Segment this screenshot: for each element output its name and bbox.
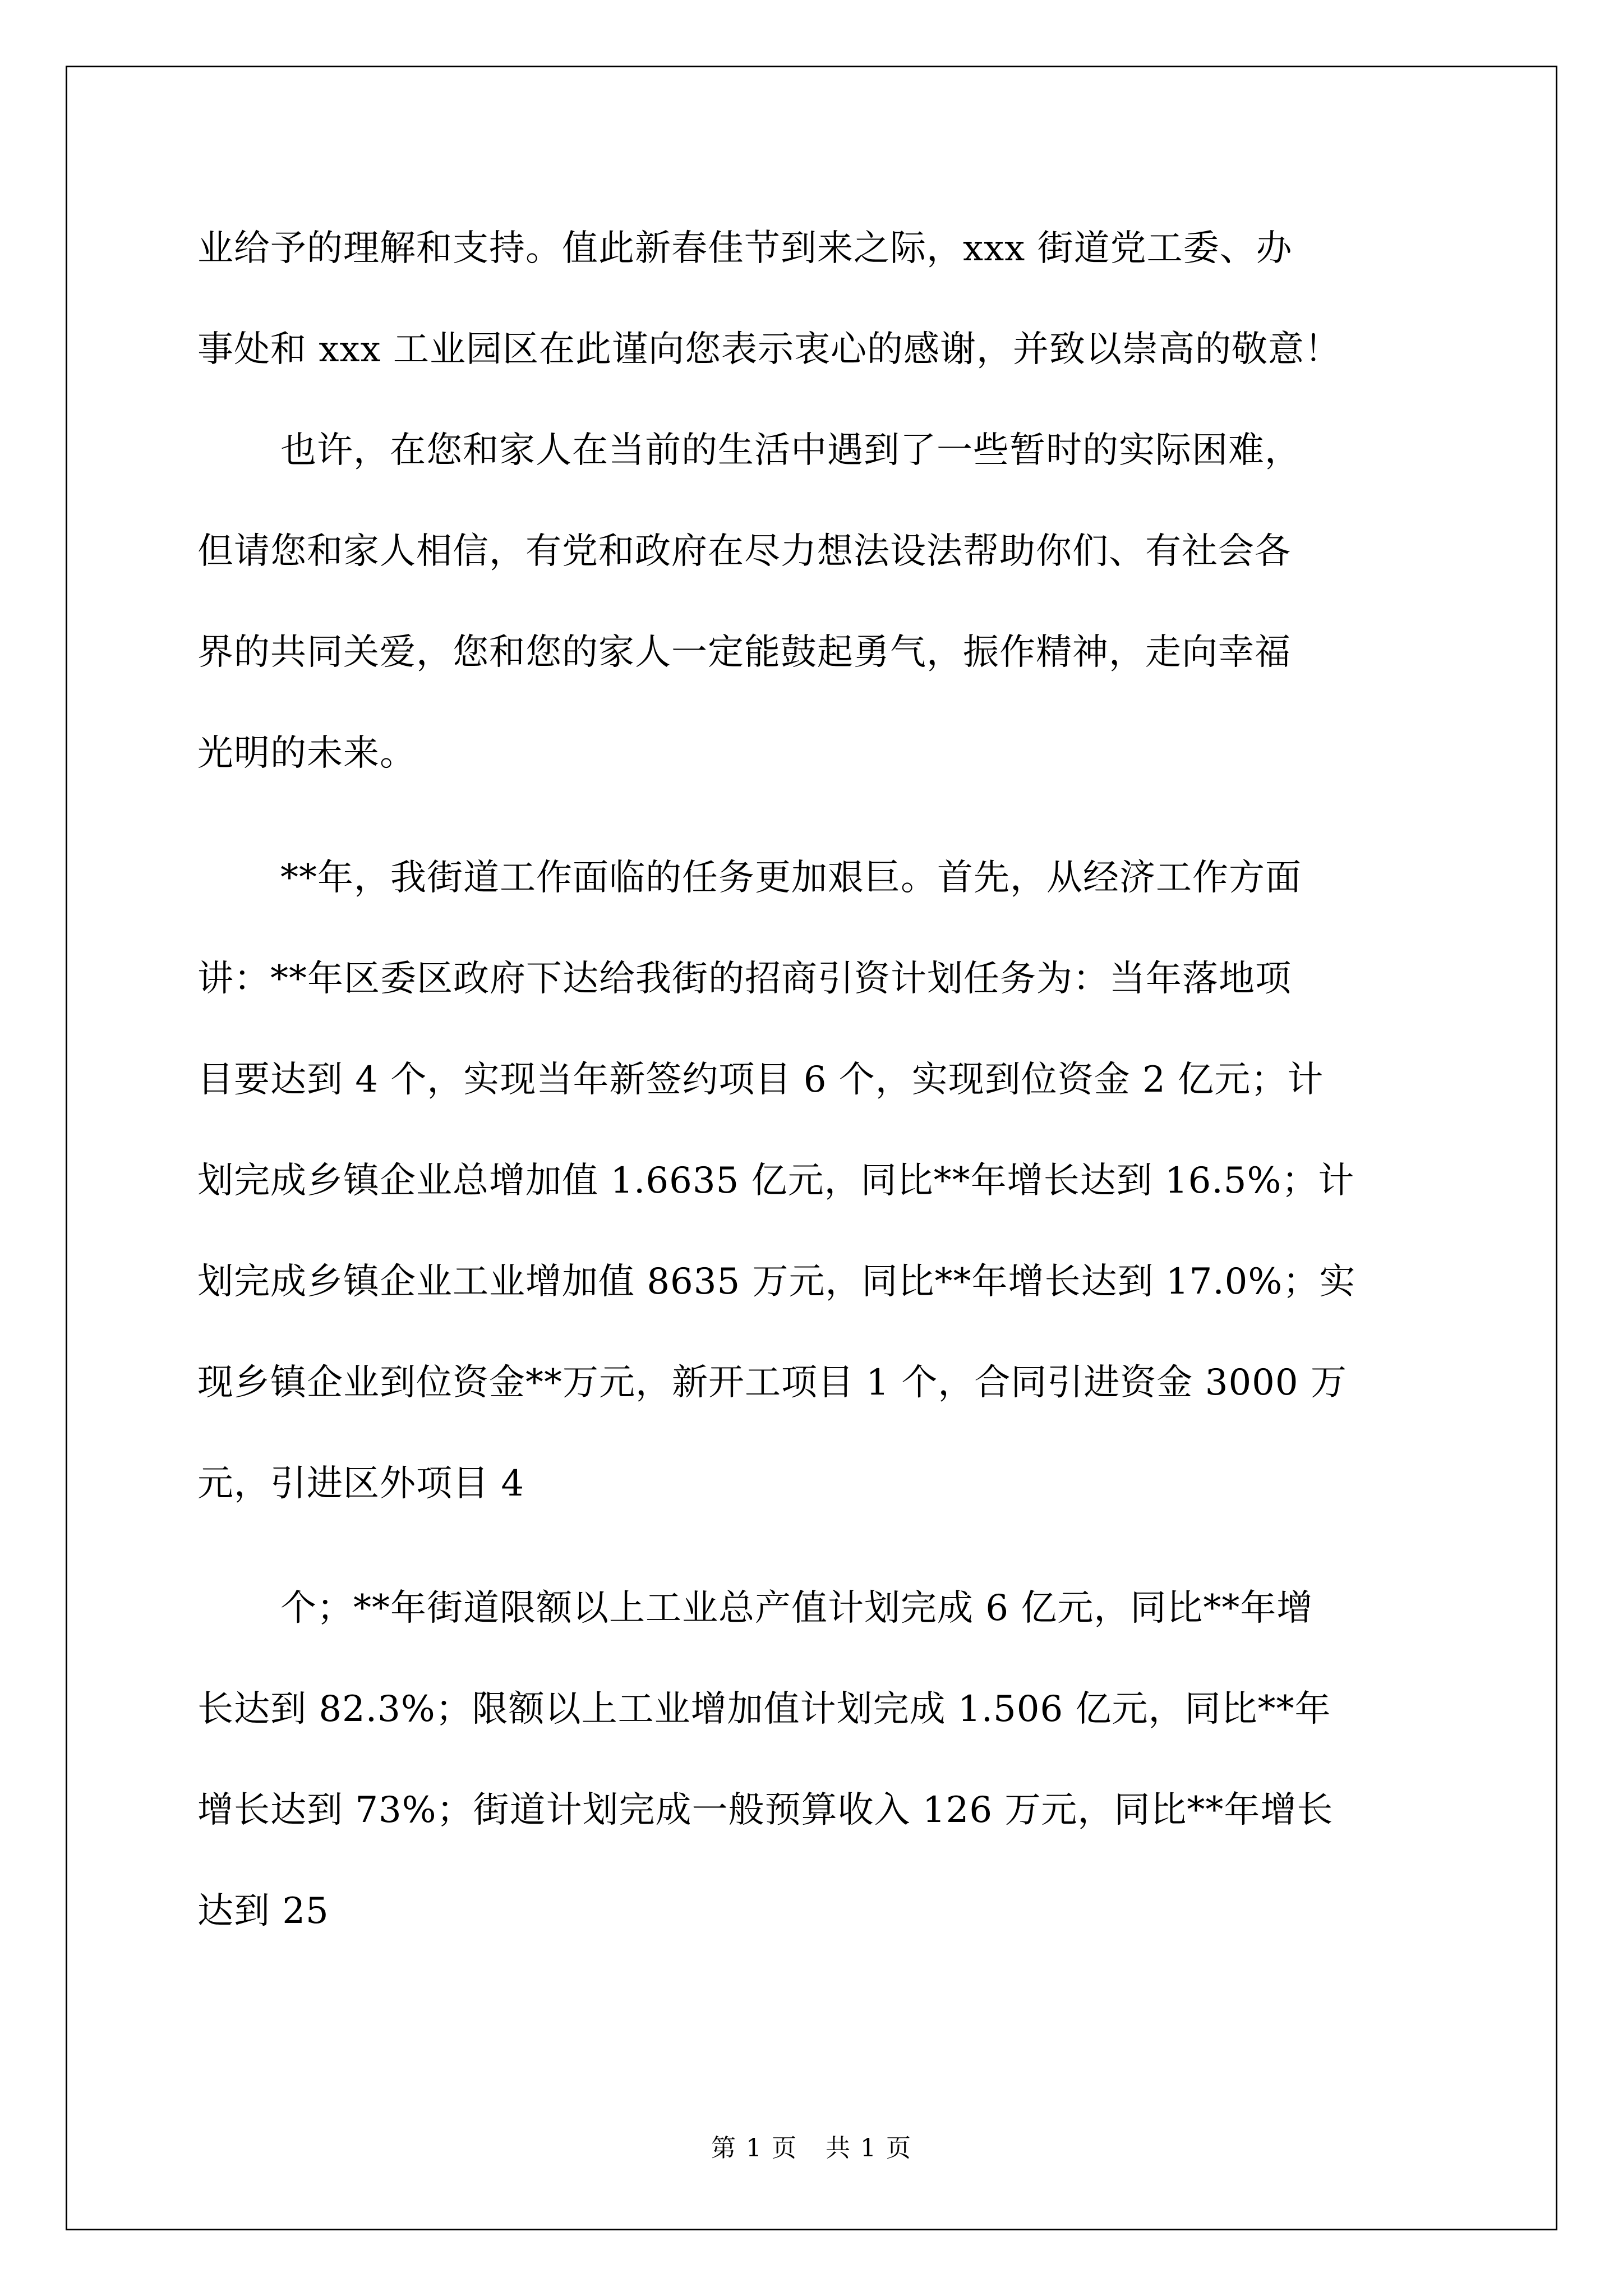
paragraph-line: 长达到 82.3%；限额以上工业增加值计划完成 1.506 亿元，同比**年 [197,1688,1331,1730]
paragraph-line: 现乡镇企业到位资金**万元，新开工项目 1 个，合同引进资金 3000 万 [197,1362,1347,1404]
paragraph-line: 目要达到 4 个，实现当年新签约项目 6 个，实现到位资金 2 亿元；计 [197,1059,1324,1101]
page-footer [0,2132,1623,2165]
paragraph-line: 光明的未来。 [197,733,416,774]
paragraph-line: 讲：**年区委区政府下达给我街的招商引资计划任务为：当年落地项 [197,958,1292,1000]
paragraph-line: **年，我街道工作面临的任务更加艰巨。首先，从经济工作方面 [280,857,1302,899]
paragraph-line: 业给予的理解和支持。值此新春佳节到来之际，xxx 街道党工委、办 [197,228,1293,269]
paragraph-line: 界的共同关爱，您和您的家人一定能鼓起勇气，振作精神，走向幸福 [197,632,1291,673]
page-number-current: 第 1 页 [711,2134,797,2162]
paragraph-line: 事处和 xxx 工业园区在此谨向您表示衷心的感谢，并致以崇高的敬意！ [197,329,1341,370]
paragraph-line: 达到 25 [197,1890,329,1932]
paragraph-line: 也许，在您和家人在当前的生活中遇到了一些暂时的实际困难， [280,430,1301,471]
paragraph-line: 元，引进区外项目 4 [197,1463,525,1504]
paragraph-line: 划完成乡镇企业工业增加值 8635 万元，同比**年增长达到 17.0%；实 [197,1261,1356,1303]
page-number-total: 共 1 页 [826,2134,912,2162]
paragraph-line: 个；**年街道限额以上工业总产值计划完成 6 亿元，同比**年增 [280,1588,1313,1629]
paragraph-line: 划完成乡镇企业总增加值 1.6635 亿元，同比**年增长达到 16.5%；计 [197,1160,1355,1202]
paragraph-line: 增长达到 73%；街道计划完成一般预算收入 126 万元，同比**年增长 [197,1789,1334,1831]
paragraph-line: 但请您和家人相信，有党和政府在尽力想法设法帮助你们、有社会各 [197,531,1291,572]
